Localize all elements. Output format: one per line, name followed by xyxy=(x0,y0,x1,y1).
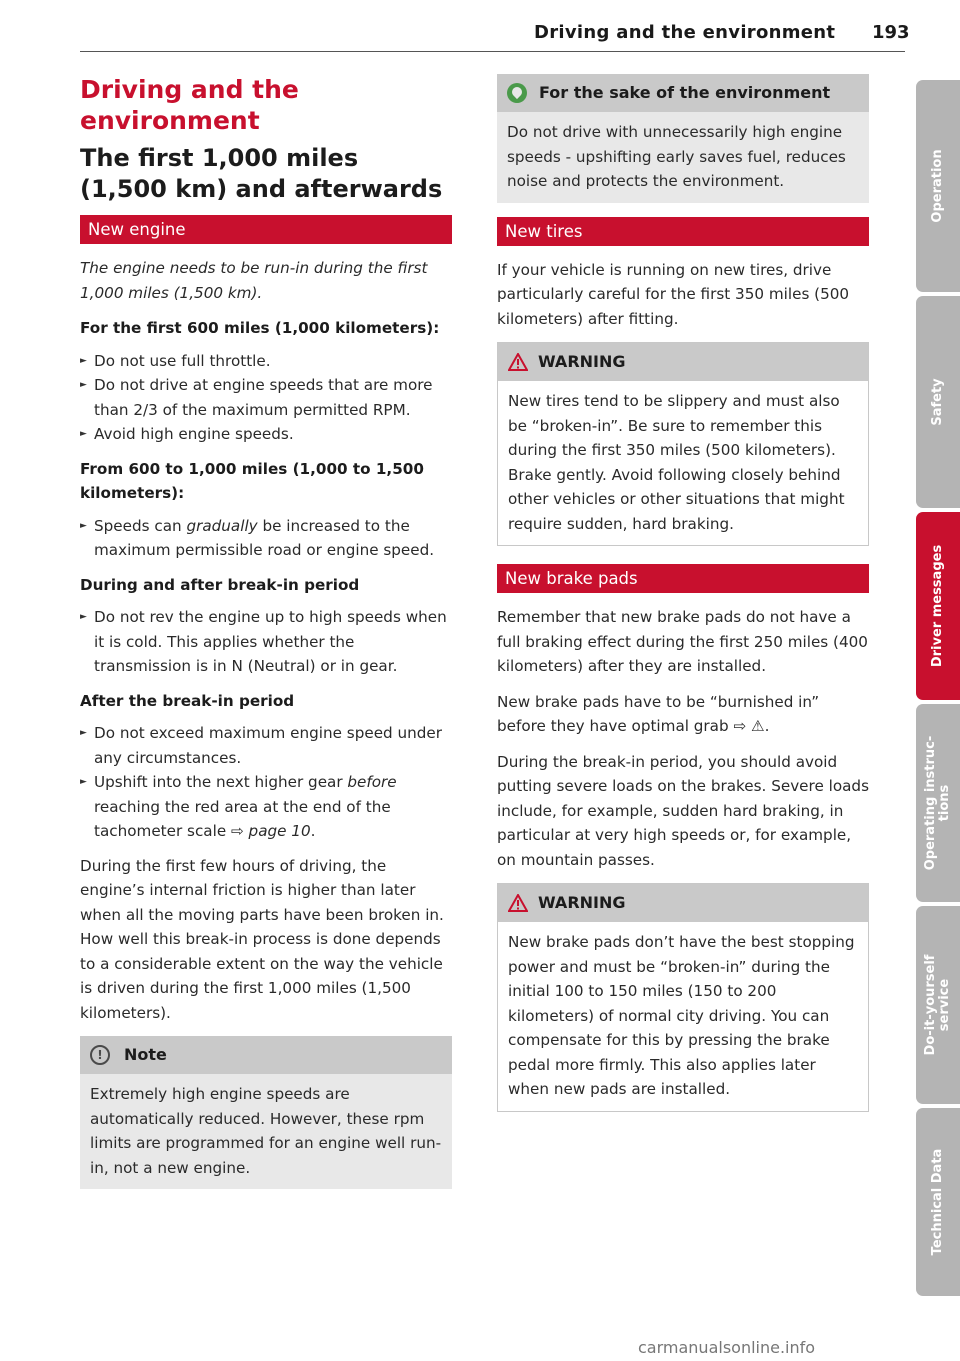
leaf-icon xyxy=(507,83,527,103)
warning-box-brakes xyxy=(497,883,869,1112)
list-item: ► Upshift into the next higher gear before reaching the red area at the end of the tachometer scale ⇨ page 10. xyxy=(80,770,452,844)
tab-driver-messages[interactable]: Driver messages xyxy=(916,512,960,700)
brake-paragraph-1: Remember that new brake pads do not have a full braking effect during the first 250 miles (400 kilometers) after they are installed. xyxy=(497,608,868,675)
tab-operating-instructions[interactable]: Operating instruc- tions xyxy=(916,704,960,902)
warning-body: New brake pads don’t have the best stopping power and must be “broken-in” during the initial 100 to 150 miles (150 to 200 kilometers) of normal city driving. You can compensate for this by pressing the brake pedal more firmly. This also applies later when new pads are installed. xyxy=(498,922,868,1111)
note-box xyxy=(80,1036,452,1189)
list-item: ► Do not use full throttle. xyxy=(80,349,452,374)
left-column xyxy=(80,74,452,1203)
warning-triangle-icon xyxy=(508,894,528,912)
list-item: ► Speeds can gradually be increased to the maximum permissible road or engine speed. xyxy=(80,514,452,563)
environment-box xyxy=(497,74,869,203)
subheading-first-600: For the first 600 miles (1,000 kilometers): xyxy=(80,319,440,337)
note-body: Extremely high engine speeds are automatically reduced. However, these rpm limits are programmed for an engine well run-in, not a new engine. xyxy=(90,1085,442,1177)
chapter-title: Driving and the environment xyxy=(80,75,299,135)
exclamation-circle-icon: ! xyxy=(90,1045,110,1065)
bullet-list-first-600 xyxy=(80,349,452,447)
list-item: ► Do not drive at engine speeds that are more than 2/3 of the maximum permitted RPM. xyxy=(80,373,452,422)
environment-body: Do not drive with unnecessarily high engine speeds - upshifting early saves fuel, reduces noise and protects the environment. xyxy=(507,123,846,190)
tab-technical-data[interactable]: Technical Data xyxy=(916,1108,960,1296)
header-rule xyxy=(80,51,905,52)
list-item: ► Avoid high engine speeds. xyxy=(80,422,452,447)
bullet-list-after xyxy=(80,721,452,844)
running-title: Driving and the environment xyxy=(534,22,836,43)
bullet-list-during-after xyxy=(80,605,452,679)
section-title: The first 1,000 miles (1,500 km) and afterwards xyxy=(80,144,443,203)
tab-do-it-yourself[interactable]: Do-it-yourself service xyxy=(916,906,960,1104)
list-item: ► Do not exceed maximum engine speed under any circumstances. xyxy=(80,721,452,770)
bullet-arrow-icon: ► xyxy=(80,520,87,531)
bullet-arrow-icon: ► xyxy=(80,429,87,439)
note-header: ! Note xyxy=(80,1036,452,1074)
tab-operation[interactable]: Operation xyxy=(916,80,960,292)
brake-paragraph-2: New brake pads have to be “burnished in” before they have optimal grab ⇨ ⚠. xyxy=(497,692,820,735)
watermark: carmanualsonline.info xyxy=(638,1338,816,1357)
warning-header: WARNING xyxy=(498,343,868,381)
warning-body: New tires tend to be slippery and must also be “broken-in”. Be sure to remember this during the first 350 miles (500 kilometers). Brake gently. Avoid following closely behind other vehicles or other situations that might require sudden, hard braking. xyxy=(498,381,868,545)
subheading-600-1000: From 600 to 1,000 miles (1,000 to 1,500 kilometers): xyxy=(80,459,424,502)
section-bar-new-tires: New tires xyxy=(497,217,869,246)
section-bar-new-brake-pads: New brake pads xyxy=(497,564,869,593)
brake-paragraph-3: During the break-in period, you should avoid putting severe loads on the brakes. Severe loads include, for example, sudden hard braking, in particular at very high speeds or, for example, on mountain passes. xyxy=(497,752,869,869)
bullet-arrow-icon: ► xyxy=(80,777,87,787)
environment-header: For the sake of the environment xyxy=(497,74,869,112)
bullet-list-600-1000 xyxy=(80,514,452,563)
subheading-during-after: During and after break-in period xyxy=(80,575,360,594)
warning-header: WARNING xyxy=(498,884,868,922)
bullet-arrow-icon: ► xyxy=(80,355,87,366)
page-reference-link[interactable]: ⇨ page 10 xyxy=(231,822,311,840)
right-column xyxy=(497,74,869,1130)
section-bar-new-engine: New engine xyxy=(80,215,452,244)
intro-text: The engine needs to be run-in during the first 1,000 miles (1,500 km). xyxy=(80,259,428,302)
bullet-arrow-icon: ► xyxy=(80,612,87,622)
subheading-after: After the break-in period xyxy=(80,691,295,710)
warning-box-tires xyxy=(497,342,869,546)
bullet-arrow-icon: ► xyxy=(80,728,87,738)
warning-triangle-icon xyxy=(508,353,528,371)
page-number: 193 xyxy=(872,22,910,43)
bullet-arrow-icon: ► xyxy=(80,380,87,390)
break-in-paragraph: During the first few hours of driving, the engine’s internal friction is higher than later when all the moving parts have been broken in. How well this break-in process is done depends to a considerable extent on the way the vehicle is driven during the first 1,000 miles (1,500 kilometers). xyxy=(80,856,444,1022)
list-item: ► Do not rev the engine up to high speeds when it is cold. This applies whether the transmission is in N (Neutral) or in gear. xyxy=(80,605,452,679)
tires-paragraph: If your vehicle is running on new tires, drive particularly careful for the first 350 miles (500 kilometers) after fitting. xyxy=(497,260,850,328)
tab-safety[interactable]: Safety xyxy=(916,296,960,508)
